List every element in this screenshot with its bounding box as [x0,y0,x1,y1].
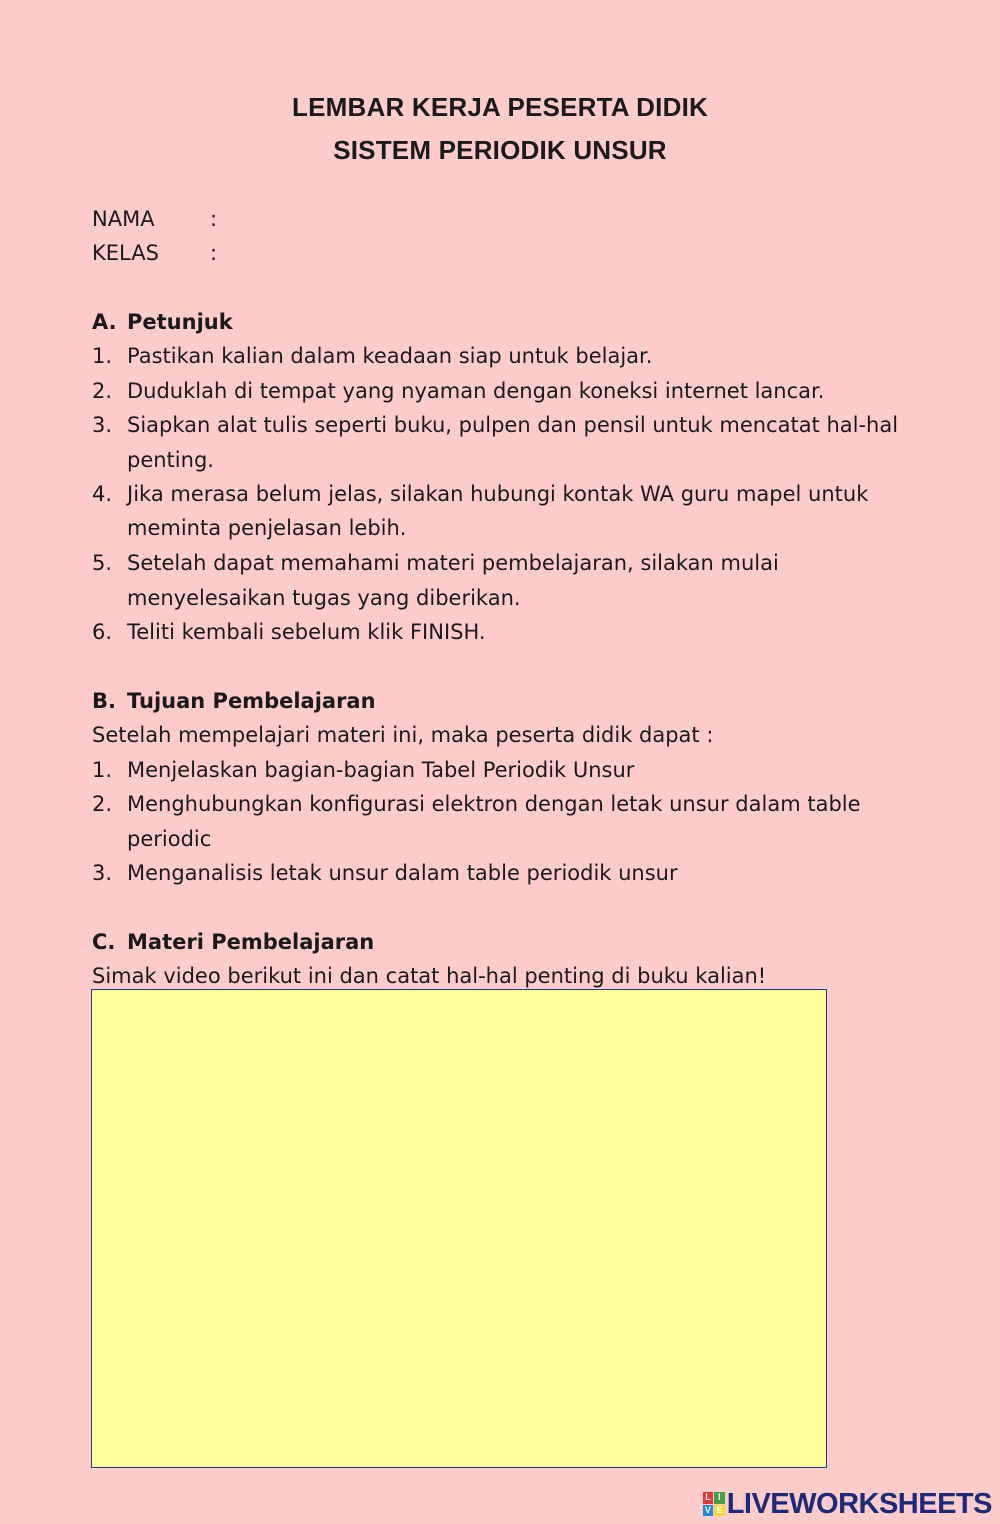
list-number: 1. [92,344,113,368]
section-a-letter: A. [92,310,117,334]
liveworksheets-logo-text: LIVEWORKSHEETS [726,1487,992,1520]
list-item: Menjelaskan bagian-bagian Tabel Periodik Unsur [127,758,635,782]
list-item: Pastikan kalian dalam keadaan siap untuk belajar. [127,344,653,368]
section-c-heading: Materi Pembelajaran [127,930,375,954]
section-b-letter: B. [92,689,116,713]
field-name-colon: : [210,207,218,231]
list-number: 3. [92,413,113,437]
worksheet-title: LEMBAR KERJA PESERTA DIDIK [292,92,708,122]
list-number: 5. [92,551,113,575]
list-number: 1. [92,758,113,782]
list-number: 2. [92,379,113,403]
list-number: 4. [92,482,113,506]
video-embed-area[interactable] [91,989,827,1468]
list-item: Menghubungkan konfigurasi elektron dengan letak unsur dalam table [127,792,861,816]
list-item: Jika merasa belum jelas, silakan hubungi kontak WA guru mapel untuk [127,482,869,506]
section-c-intro: Simak video berikut ini dan catat hal-hal penting di buku kalian! [92,964,767,988]
list-item-continuation: meminta penjelasan lebih. [127,516,407,540]
liveworksheets-logo-icon [703,1492,725,1516]
field-class-label: KELAS [92,241,159,265]
logo-letter: E [714,1505,725,1517]
logo-letter: L [703,1492,714,1504]
section-c-letter: C. [92,930,116,954]
list-item-continuation: penting. [127,448,214,472]
list-item: Setelah dapat memahami materi pembelajaran, silakan mulai [127,551,779,575]
section-b-heading: Tujuan Pembelajaran [127,689,376,713]
list-item-continuation: menyelesaikan tugas yang diberikan. [127,586,521,610]
list-item: Teliti kembali sebelum klik FINISH. [127,620,486,644]
logo-letter: I [714,1492,725,1504]
list-item-continuation: periodic [127,827,212,851]
list-number: 6. [92,620,113,644]
field-class-colon: : [210,241,218,265]
worksheet-subtitle: SISTEM PERIODIK UNSUR [333,135,667,165]
liveworksheets-logo [703,1488,992,1520]
list-item: Duduklah di tempat yang nyaman dengan koneksi internet lancar. [127,379,825,403]
field-name-label: NAMA [92,207,155,231]
logo-letter: V [703,1505,714,1517]
list-item: Siapkan alat tulis seperti buku, pulpen dan pensil untuk mencatat hal-hal [127,413,899,437]
section-a-heading: Petunjuk [127,310,233,334]
list-item: Menganalisis letak unsur dalam table periodik unsur [127,861,678,885]
list-number: 3. [92,861,113,885]
list-number: 2. [92,792,113,816]
section-b-intro: Setelah mempelajari materi ini, maka peserta didik dapat : [92,723,714,747]
